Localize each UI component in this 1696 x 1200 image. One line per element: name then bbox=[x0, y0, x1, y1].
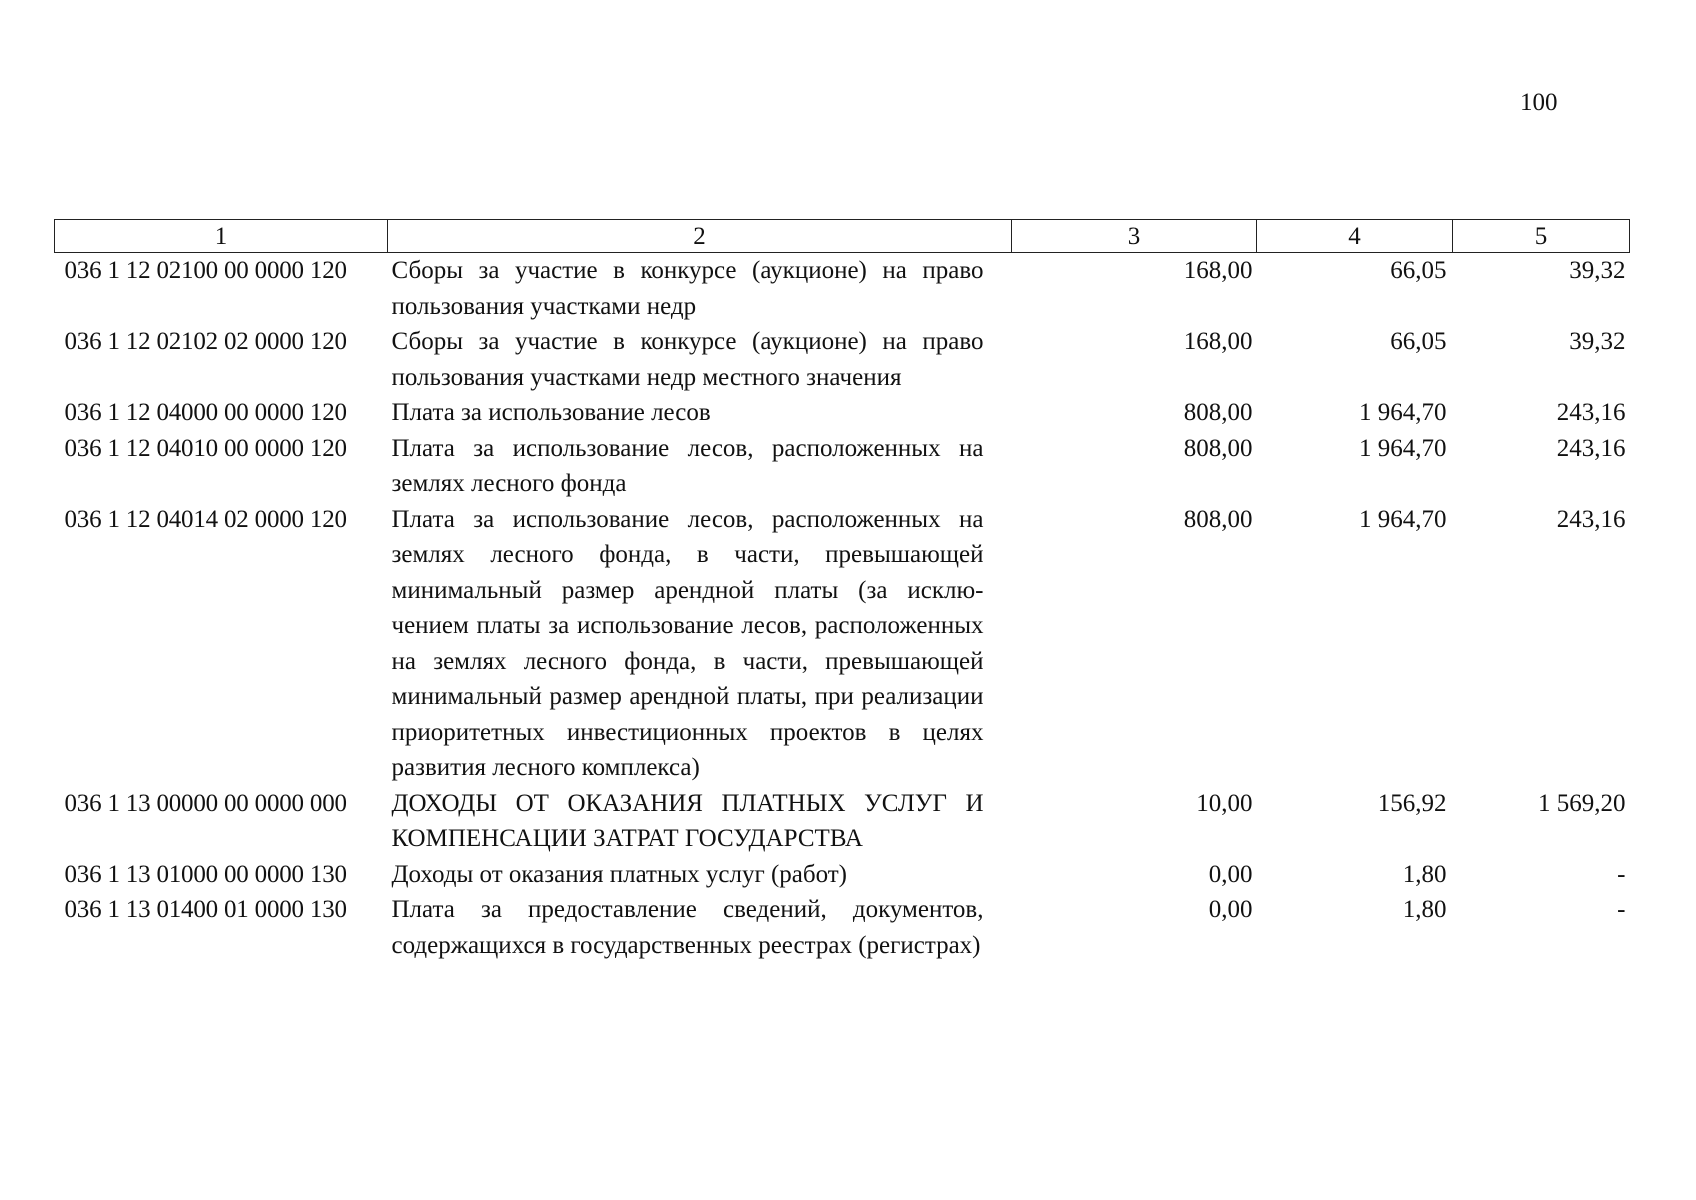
revenue-table bbox=[54, 219, 1630, 963]
row-description: Плата за предоставление сведений, документов, содержащихся в государственных реестрах (регистрах) bbox=[391, 896, 984, 959]
row-description: Сборы за участие в конкурсе (аукционе) на право пользования участками недр местного значения bbox=[391, 328, 984, 391]
row-col5-value: 39,32 bbox=[1569, 328, 1626, 355]
table-row bbox=[55, 324, 1630, 395]
row-col4-value: 66,05 bbox=[1390, 328, 1447, 355]
row-description: Сборы за участие в конкурсе (аукционе) на право пользования участками недр bbox=[391, 257, 984, 320]
row-col4-value: 1 964,70 bbox=[1359, 399, 1447, 426]
row-description: Плата за использование лесов, расположенных на землях лесного фонда, в части, превышающей минимальный размер арендной платы (за исклю-чением платы за использование лесов, расположенных на землях лесного фонда, в части, превышающей минимальный размер арендной платы, при реализации приоритетных инвестиционных проектов в целях развития лесного комплекса) bbox=[391, 505, 984, 781]
header-col-5: 5 bbox=[1453, 220, 1630, 253]
row-col3-value: 808,00 bbox=[1183, 505, 1253, 533]
row-col3-value: 808,00 bbox=[1183, 399, 1253, 426]
table-body bbox=[55, 253, 1630, 964]
row-description: ДОХОДЫ ОТ ОКАЗАНИЯ ПЛАТНЫХ УСЛУГ И КОМПЕНСАЦИИ ЗАТРАТ ГОСУДАРСТВА bbox=[391, 789, 984, 852]
row-col5-value: - bbox=[1617, 860, 1626, 888]
header-row bbox=[55, 220, 1630, 253]
row-col3-value: 168,00 bbox=[1183, 328, 1253, 355]
header-col-1: 1 bbox=[55, 220, 388, 253]
row-code: 036 1 12 04000 00 0000 120 bbox=[64, 399, 347, 426]
row-code: 036 1 12 04010 00 0000 120 bbox=[64, 434, 347, 462]
row-col5-value: 243,16 bbox=[1556, 505, 1626, 533]
table-row bbox=[55, 857, 1630, 893]
table-row bbox=[55, 892, 1630, 963]
row-col3-value: 10,00 bbox=[1196, 789, 1253, 817]
table-row bbox=[55, 431, 1630, 502]
table-row bbox=[55, 395, 1630, 431]
row-col3-value: 168,00 bbox=[1183, 257, 1253, 284]
table-row bbox=[55, 253, 1630, 325]
row-col5-value: 39,32 bbox=[1569, 257, 1626, 284]
row-code: 036 1 13 01400 01 0000 130 bbox=[64, 896, 347, 923]
row-description: Плата за использование лесов, расположенных на землях лесного фонда bbox=[391, 434, 984, 497]
page-number: 100 bbox=[1520, 89, 1558, 116]
row-code: 036 1 13 01000 00 0000 130 bbox=[64, 860, 347, 888]
row-col3-value: 0,00 bbox=[1208, 896, 1253, 923]
row-col5-value: 243,16 bbox=[1556, 434, 1626, 462]
row-col5-value: 1 569,20 bbox=[1538, 789, 1626, 817]
row-col4-value: 1 964,70 bbox=[1359, 505, 1447, 533]
row-code: 036 1 12 04014 02 0000 120 bbox=[64, 505, 347, 533]
row-code: 036 1 12 02100 00 0000 120 bbox=[64, 257, 347, 284]
row-code: 036 1 12 02102 02 0000 120 bbox=[64, 328, 347, 355]
row-col3-value: 808,00 bbox=[1183, 434, 1253, 462]
header-col-2: 2 bbox=[388, 220, 1012, 253]
header-col-4: 4 bbox=[1257, 220, 1453, 253]
row-col5-value: - bbox=[1617, 896, 1626, 923]
row-col4-value: 1,80 bbox=[1402, 860, 1447, 888]
header-col-3: 3 bbox=[1012, 220, 1257, 253]
table-row bbox=[55, 786, 1630, 857]
row-description: Доходы от оказания платных услуг (работ) bbox=[391, 860, 848, 888]
row-description: Плата за использование лесов bbox=[391, 399, 711, 426]
table-header bbox=[55, 220, 1630, 253]
row-col4-value: 66,05 bbox=[1390, 257, 1447, 284]
row-col4-value: 1 964,70 bbox=[1359, 434, 1447, 462]
row-col3-value: 0,00 bbox=[1208, 860, 1253, 888]
row-code: 036 1 13 00000 00 0000 000 bbox=[64, 789, 347, 817]
row-col4-value: 156,92 bbox=[1377, 789, 1447, 817]
row-col4-value: 1,80 bbox=[1402, 896, 1447, 923]
table-row bbox=[55, 502, 1630, 786]
row-col5-value: 243,16 bbox=[1556, 399, 1626, 426]
